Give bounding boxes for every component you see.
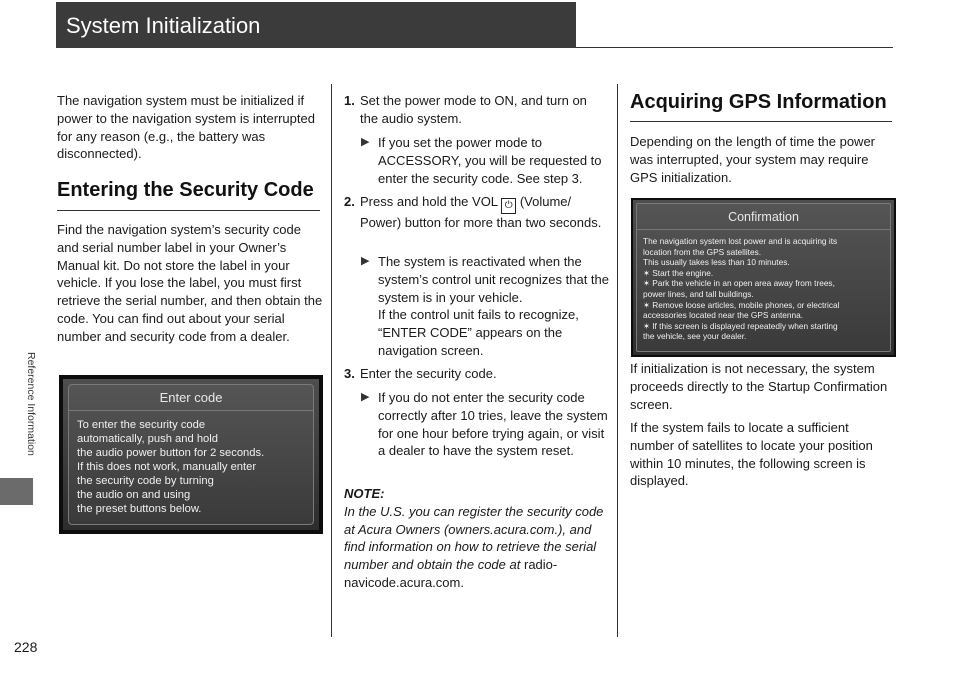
page-number: 228 xyxy=(14,639,38,655)
step-3: 3. Enter the security code. xyxy=(344,366,497,381)
section-heading-gps: Acquiring GPS Information xyxy=(630,91,887,113)
section-heading-security-code: Entering the Security Code xyxy=(57,179,314,201)
security-code-paragraph: Find the navigation system’s security code and serial number label in your Owner’s Manual kit. Do not store the label in your vehicle. If you lose the label, you must first retrieve the serial number, and then obtain the code. You can find out about your serial number and security code from a dealer. xyxy=(57,222,323,344)
enter-code-screen-title: Enter code xyxy=(159,390,223,405)
enter-code-screen-image xyxy=(59,375,323,534)
heading-rule xyxy=(630,121,892,122)
note-label: NOTE: xyxy=(344,486,385,501)
header-rule xyxy=(576,47,893,48)
page-header xyxy=(56,2,576,48)
arrow-icon: ▶ xyxy=(361,255,370,267)
arrow-icon: ▶ xyxy=(361,136,370,148)
intro-paragraph: The navigation system must be initialized if power to the navigation system is interrupted for any reason (e.g., the battery was disconnected). xyxy=(57,93,315,162)
column-divider xyxy=(617,84,618,637)
confirmation-screen-title: Confirmation xyxy=(728,210,799,224)
arrow-icon: ▶ xyxy=(361,391,370,403)
step-2-detail: ▶ The system is reactivated when the system’s control unit recognizes that the system is in your vehicle. If the control unit fails to recognize, “ENTER CODE” appears on the navigation screen. xyxy=(361,254,609,358)
gps-intro-paragraph: Depending on the length of time the power was interrupted, your system may require GPS initialization. xyxy=(630,134,876,185)
step-3-detail: ▶ If you do not enter the security code correctly after 10 tries, leave the system for one hour before trying again, or visit a dealer to have the system reset. xyxy=(361,390,608,459)
step-1-detail: ▶ If you set the power mode to ACCESSORY, you will be requested to enter the security code. See step 3. xyxy=(361,135,602,186)
enter-code-screen-text: To enter the security code automatically, push and hold the audio power button for 2 seconds. If this does not work, manually enter the security code by turning the audio on and using the preset buttons below. xyxy=(77,419,265,515)
gps-confirmation-screen-image xyxy=(631,198,896,357)
power-icon: ⏻ xyxy=(501,198,516,214)
gps-paragraph-2: If initialization is not necessary, the system proceeds directly to the Startup Confirmation screen. xyxy=(630,361,888,412)
gps-paragraph-3: If the system fails to locate a sufficient number of satellites to locate your position within 10 minutes, the following screen is displayed. xyxy=(630,420,873,489)
page-title: System Initialization xyxy=(66,13,261,38)
step-1: 1. Set the power mode to ON, and turn on the audio system. xyxy=(344,93,587,126)
heading-rule xyxy=(57,210,320,211)
column-divider xyxy=(331,84,332,637)
step-2: 2. Press and hold the VOL ⏻ (Volume/ Power) button for more than two seconds. xyxy=(344,194,602,230)
confirmation-screen-text: The navigation system lost power and is acquiring its location from the GPS satellites. This usually takes less than 10 minutes. ✶ Start the engine. ✶ Park the vehicle in an open area away from trees, power lines, and tall buildings. ✶ Remove loose articles, mobile phones, or electrical accessories located near the GPS antenna. ✶ If this screen is displayed repeatedly when starting the vehicle, see your dealer. xyxy=(643,236,840,342)
side-section-label: Reference Information xyxy=(25,352,37,456)
side-section-tab xyxy=(0,478,33,505)
note-block: NOTE: In the U.S. you can register the security code at Acura Owners (owners.acura.com.), and find information on how to retrieve the serial number and obtain the code at radio-navicode.acura.com. xyxy=(344,486,604,590)
